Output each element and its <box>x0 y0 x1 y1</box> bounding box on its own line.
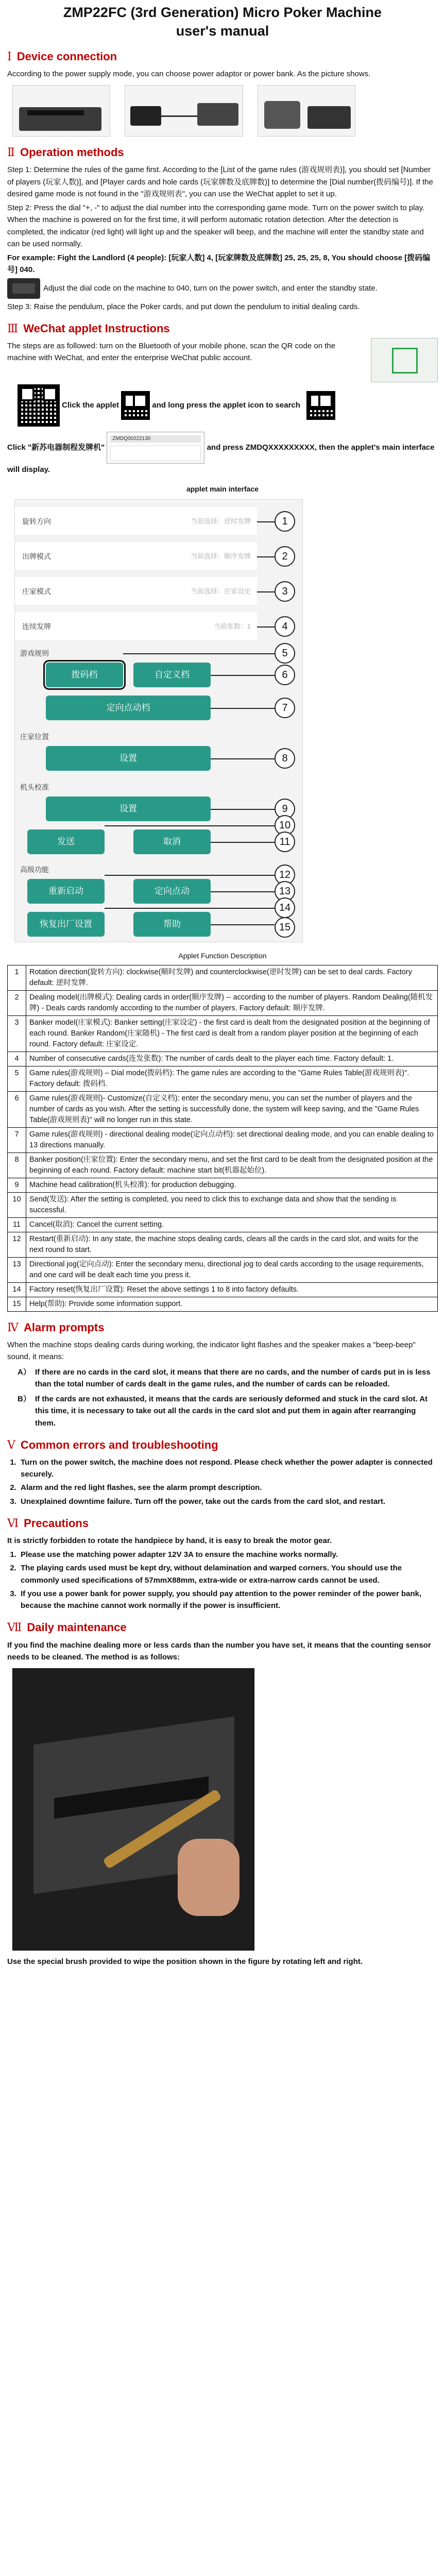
applet-title: applet main interface <box>186 485 259 494</box>
table-row <box>8 1052 438 1066</box>
list-item: 2. Alarm and the red light flashes, see the alarm prompt description. <box>19 1482 438 1494</box>
press-text: and press ZMDQXXXXXXXXX, then the applet's main interface will display. <box>7 443 435 474</box>
click-prefix-text: Click "新苏电器制程发牌机" <box>7 443 105 452</box>
section-title: Common errors and troubleshooting <box>20 1438 218 1451</box>
table-row <box>8 1091 438 1127</box>
device-connection-photos <box>12 85 438 137</box>
row-number: 14 <box>8 1282 26 1297</box>
directional-jog-button[interactable]: 定向点动 <box>133 879 211 904</box>
operation-example: For example: Fight the Landlord (4 people): [玩家人数] 4, [玩家牌数及底牌数] 25, 25, 25, 8, You should choose [拨码编号] 040. <box>7 253 431 275</box>
table-row <box>8 1217 438 1232</box>
callout-3: 3 <box>275 581 295 602</box>
row-text: Cancel(取消): Cancel the current setting. <box>26 1217 438 1232</box>
callout-5: 5 <box>275 643 295 664</box>
troubleshooting-list <box>19 1456 438 1507</box>
applet-main-interface <box>14 499 303 942</box>
help-button[interactable]: 帮助 <box>133 912 211 937</box>
scan-screenshot <box>371 338 438 382</box>
operation-step-2: Step 2: Press the dial "+, -" to adjust the dial number into the corresponding game mode. Turn on the power switch to play. When the machine is powered on for the first time, it will perform automatic rotation detection. After the detection is completed, the indicator (red light) will light up and the speaker will beep, and the machine will enter the standby state and can be used normally. <box>7 204 425 248</box>
section-title: WeChat applet Instructions <box>23 321 170 335</box>
list-item: 1. Turn on the power switch, the machine does not respond. Please check whether the power adapter is connected securely. <box>19 1456 438 1481</box>
alarm-text: If there are no cards in the card slot, it means that there are no cards, and the number of cards put in is less than the total number of cards dealt in the game rules, and the number of cards can be reloaded. <box>35 1367 431 1388</box>
maintenance-text: If you find the machine dealing more or less cards than the number you have set, it means that the counting sensor needs to be cleaned. The method is as follows: <box>7 1640 431 1662</box>
list-item: 3. Unexplained downtime failure. Turn off the power, take out the cards from the card slot, and restart. <box>19 1496 438 1507</box>
callout-11: 11 <box>275 832 295 852</box>
section-operation-methods-heading <box>7 144 438 162</box>
row-number: 9 <box>8 1178 26 1192</box>
applet-icon <box>121 391 150 420</box>
row-number: 6 <box>8 1091 26 1127</box>
callout-2: 2 <box>275 546 295 567</box>
row-dealing-mode[interactable] <box>15 542 257 571</box>
applet-search-icon <box>306 391 335 420</box>
row-number: 4 <box>8 1052 26 1066</box>
row-banker-mode[interactable] <box>15 577 257 606</box>
factory-reset-button[interactable]: 恢复出厂设置 <box>27 912 105 937</box>
row-value: 当前选择：顺序发牌 <box>190 552 251 560</box>
alarm-item-a <box>18 1366 438 1391</box>
row-value: 当前张数：1 <box>213 622 251 630</box>
search-value: ZMDQ00222130 <box>110 435 201 443</box>
table-row <box>8 1127 438 1153</box>
row-text: Banker model(庄家模式): Banker setting(庄家设定) - the first card is dealt from the designated position at the beginning of each round. Banker Random(庄家随机) - The first card is dealt from a random player position at the beginning of each round. Factory default: 庄家设定. <box>26 1015 438 1052</box>
section-title: Device connection <box>16 49 117 63</box>
list-item: 2. The playing cards used must be kept dry, without delamination and warped corners. You should use the commonly used specifications of 57mmX88mm, extra-wide or extra-narrow cards cannot be used. <box>19 1562 438 1586</box>
advanced-label: 高级功能 <box>20 865 49 874</box>
section-number: Ⅱ <box>7 146 15 160</box>
section-precautions-heading <box>7 1515 438 1533</box>
page-title <box>7 0 438 41</box>
row-number: 15 <box>8 1297 26 1311</box>
row-text: Game rules(游戏规则)- Customize(自定义档): enter the secondary menu, you can set the number of players and the number of cards as you wish. After the setting is successfully done, the system will keep saving, and the "Game Rules Table(游戏规则表)" will no longer run in this state. <box>26 1091 438 1127</box>
precautions-intro: It is strictly forbidden to rotate the handpiece by hand, it is easy to break the motor gear. <box>7 1536 332 1545</box>
callout-14: 14 <box>275 897 295 918</box>
dial-photo <box>7 278 40 299</box>
game-rules-label: 游戏规则 <box>20 649 49 657</box>
row-label: 庄家模式 <box>22 587 51 596</box>
operation-step-1: Step 1: Determine the rules of the game first. According to the [List of the game rules (游戏规则表)], you should set [Number of players (玩家人数)], and [Player cards and hole cards (玩家牌数及底牌数)] to determine the [Dial number(拨码编号)]. If the desired game mode is not found in the "游戏规则表", you can use the WeChat applet to set it up. <box>7 165 433 198</box>
dial-instruction <box>7 278 438 299</box>
row-text: Game rules(游戏规则) – Dial mode(拨码档): The game rules are according to the "Game Rules Table(游戏规则表)". Factory default: 拨码档. <box>26 1066 438 1091</box>
row-number: 3 <box>8 1015 26 1052</box>
section-title: Operation methods <box>20 146 124 159</box>
power-adapter-photo <box>125 85 243 137</box>
callout-1: 1 <box>275 511 295 532</box>
table-row <box>8 965 438 990</box>
applet-click-line <box>18 384 438 427</box>
alarm-key: A） <box>18 1367 31 1377</box>
send-button[interactable]: 发送 <box>27 829 105 854</box>
row-label: 连续发牌 <box>22 622 51 631</box>
dial-instruction-text: Adjust the dial code on the machine to 040, turn on the power switch, and enter the standby state. <box>43 283 378 293</box>
callout-9: 9 <box>275 799 295 819</box>
title-line-1: ZMP22FC (3rd Generation) Micro Poker Machine <box>63 5 382 20</box>
alarm-item-b <box>18 1393 438 1429</box>
section-title: Precautions <box>24 1516 89 1530</box>
row-number: 1 <box>8 965 26 990</box>
search-screenshot <box>107 432 204 464</box>
restart-button[interactable]: 重新启动 <box>27 879 105 904</box>
device-connection-text: According to the power supply mode, you can choose power adaptor or power bank. As the picture shows. <box>7 69 371 78</box>
function-table <box>7 965 438 1312</box>
row-text: Banker position(庄家位置): Enter the secondary menu, and set the first card to be dealt from the designated position at the beginning of each round. Factory default: machine start bit(机器起始位). <box>26 1153 438 1178</box>
row-value: 当前选择：庄家设定 <box>190 587 251 595</box>
banker-position-label: 庄家位置 <box>20 732 49 741</box>
table-row <box>8 1282 438 1297</box>
table-row <box>8 1297 438 1311</box>
head-calibration-label: 机头校准 <box>20 783 49 791</box>
dial-mode-button[interactable]: 拨码档 <box>46 663 123 687</box>
table-row <box>8 1192 438 1217</box>
row-number: 7 <box>8 1127 26 1153</box>
power-bank-photo <box>258 85 355 137</box>
row-value: 当前选择：逆时发牌 <box>190 517 251 525</box>
row-number: 5 <box>8 1066 26 1091</box>
title-line-2: user's manual <box>176 23 269 39</box>
row-number: 8 <box>8 1153 26 1178</box>
callout-4: 4 <box>275 616 295 637</box>
callout-8: 8 <box>275 748 295 769</box>
row-text: Directional jog(定向点动): Enter the secondary menu, directional jog to deal cards according to the usage requirements, and one card will be dealt each time you press it. <box>26 1257 438 1282</box>
callout-12: 12 <box>275 865 295 885</box>
section-number: Ⅶ <box>7 1621 22 1635</box>
row-label: 出牌模式 <box>22 552 51 561</box>
row-text: Rotation direction(旋转方向): clockwise(顺时发牌) and counterclockwise(逆时发牌) can be set to deal cards. Factory default: 逆时发牌. <box>26 965 438 990</box>
section-alarm-heading <box>7 1319 438 1337</box>
row-text: Machine head calibration(机头校准): for production debugging. <box>26 1178 438 1192</box>
custom-mode-button[interactable]: 自定义档 <box>133 663 211 687</box>
section-number: Ⅰ <box>7 50 12 63</box>
maintenance-photo <box>12 1668 254 1951</box>
callout-6: 6 <box>275 665 295 685</box>
row-number: 10 <box>8 1192 26 1217</box>
row-text: Factory reset(恢复出厂设置): Reset the above settings 1 to 8 into factory defaults. <box>26 1282 438 1297</box>
section-troubleshooting-heading <box>7 1436 438 1454</box>
section-title: Daily maintenance <box>27 1621 127 1634</box>
section-device-connection-heading <box>7 48 438 66</box>
section-title: Alarm prompts <box>23 1320 105 1334</box>
callout-7: 7 <box>275 698 295 718</box>
precautions-list <box>19 1549 438 1612</box>
click-applet-text: Click the applet <box>62 400 119 410</box>
function-table-caption: Applet Function Description <box>178 951 267 960</box>
table-row <box>8 1015 438 1052</box>
section-maintenance-heading <box>7 1619 438 1637</box>
table-row <box>8 1066 438 1091</box>
row-number: 2 <box>8 990 26 1015</box>
row-text: Help(帮助): Provide some information support. <box>26 1297 438 1311</box>
qr-code-icon <box>18 384 60 427</box>
row-rotation-direction[interactable] <box>15 507 257 536</box>
table-row <box>8 1257 438 1282</box>
row-text: Send(发送): After the setting is completed, you need to click this to exchange data and show that the sending is successful. <box>26 1192 438 1217</box>
row-text: Number of consecutive cards(连发张数): The number of cards dealt to the player each time. Factory default: 1. <box>26 1052 438 1066</box>
row-number: 12 <box>8 1232 26 1257</box>
row-consecutive-cards[interactable] <box>15 612 257 641</box>
machine-photo <box>12 85 110 137</box>
wechat-intro-text: The steps are as followed: turn on the Bluetooth of your mobile phone, scan the QR code on the machine with WeChat, and enter the enterprise WeChat public account. <box>7 341 336 363</box>
section-number: Ⅳ <box>7 1321 19 1334</box>
callout-10: 10 <box>275 815 295 836</box>
callout-15: 15 <box>275 917 295 938</box>
table-row <box>8 1178 438 1192</box>
section-number: Ⅴ <box>7 1438 15 1452</box>
alarm-intro: When the machine stops dealing cards during working, the indicator light flashes and the speaker makes a "beep-beep" sound, it means: <box>7 1341 416 1362</box>
section-wechat-heading <box>7 320 438 338</box>
maintenance-footer: Use the special brush provided to wipe the position shown in the figure by rotating left and right. <box>7 1957 363 1967</box>
row-text: Restart(重新启动): In any state, the machine stops dealing cards, clears all the cards in the card slot, and waits for the next round to start. <box>26 1232 438 1257</box>
table-row <box>8 990 438 1015</box>
applet-search-line <box>7 432 438 476</box>
long-press-text: and long press the applet icon to search <box>152 400 300 410</box>
row-text: Game rules(游戏规则) - directional dealing mode(定向点动档): set directional dealing mode, and you can enable dealing to 13 directions manually. <box>26 1127 438 1153</box>
row-text: Dealing model(出牌模式): Dealing cards in order(顺序发牌) -- according to the number of players. Random Dealing(随机发牌) - Deals cards randomly according to the number of players. Factory default: 顺序发牌. <box>26 990 438 1015</box>
list-item: 1. Please use the matching power adapter 12V 3A to ensure the machine works normally. <box>19 1549 438 1561</box>
banker-position-set-button[interactable]: 设置 <box>46 746 211 771</box>
directional-mode-button[interactable]: 定向点动档 <box>46 696 211 720</box>
head-calibration-set-button[interactable]: 设置 <box>46 796 211 821</box>
list-item: 3. If you use a power bank for power supply, you should pay attention to the power reminder of the power bank, because the machine cannot work normally if the power is insufficient. <box>19 1588 438 1612</box>
table-row <box>8 1232 438 1257</box>
callout-13: 13 <box>275 881 295 902</box>
row-number: 13 <box>8 1257 26 1282</box>
section-number: Ⅵ <box>7 1517 19 1530</box>
row-label: 旋转方向 <box>22 517 51 526</box>
row-number: 11 <box>8 1217 26 1232</box>
cancel-button[interactable]: 取消 <box>133 829 211 854</box>
alarm-text: If the cards are not exhausted, it means that the cards are seriously deformed and stuck in the card slot. At this time, it is necessary to take out all the cards in the card slot and put them in again after rearranging them. <box>35 1395 428 1428</box>
section-number: Ⅲ <box>7 322 19 335</box>
operation-step-3: Step 3: Raise the pendulum, place the Poker cards, and put down the pendulum to initial dealing cards. <box>7 302 360 311</box>
table-row <box>8 1153 438 1178</box>
alarm-key: B） <box>18 1395 31 1404</box>
